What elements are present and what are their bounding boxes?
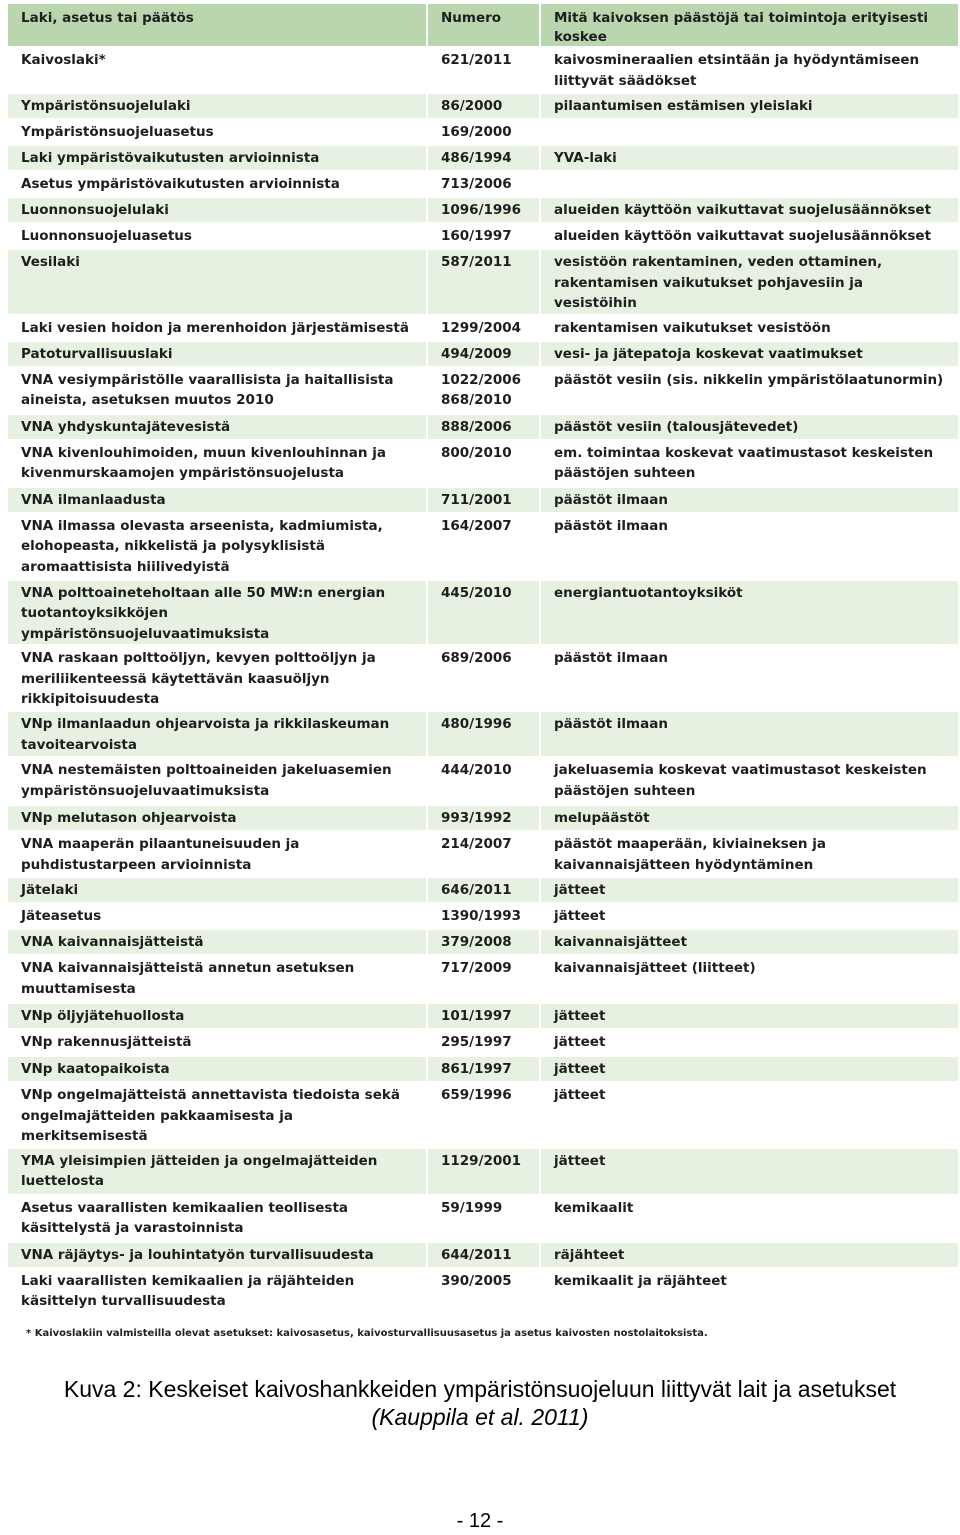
table-row (8, 1269, 958, 1316)
cell-concerns: jätteet (541, 1057, 958, 1083)
laws-table (8, 4, 958, 1316)
table-row (8, 878, 958, 904)
table-row (8, 120, 958, 146)
cell-concerns: em. toimintaa koskevat vaatimustasot keskeisten päästöjen suhteen (541, 441, 958, 488)
cell-concerns: kemikaalit (541, 1196, 958, 1243)
cell-concerns: päästöt vesiin (talousjätevedet) (541, 415, 958, 441)
cell-number: 480/1996 (428, 712, 541, 758)
table-row (8, 1030, 958, 1057)
cell-law: VNA maaperän pilaantuneisuuden ja puhdistustarpeen arvioinnista (8, 832, 428, 878)
table-row (8, 415, 958, 441)
table-row (8, 198, 958, 224)
cell-number: 646/2011 (428, 878, 541, 904)
cell-law: VNA räjäytys- ja louhintatyön turvallisuudesta (8, 1243, 428, 1269)
page-number: - 12 - (456, 1510, 504, 1532)
cell-law: Asetus ympäristövaikutusten arvioinnista (8, 172, 428, 198)
table-row (8, 1083, 958, 1149)
law-table-figure (8, 4, 958, 1340)
cell-number: 689/2006 (428, 646, 541, 712)
cell-law: Luonnonsuojelulaki (8, 198, 428, 224)
table-footnote: * Kaivoslakiin valmisteilla olevat asetukset: kaivosasetus, kaivosturvallisuusasetus ja asetus kaivosten nostolaitoksista. (26, 1327, 708, 1339)
cell-number: 295/1997 (428, 1030, 541, 1057)
cell-number: 711/2001 (428, 488, 541, 514)
cell-number: 800/2010 (428, 441, 541, 488)
cell-concerns: jätteet (541, 1004, 958, 1030)
table-row (8, 224, 958, 250)
cell-concerns: jätteet (541, 1030, 958, 1057)
table-row (8, 250, 958, 316)
cell-law: VNA vesiympäristölle vaarallisista ja haitallisista aineista, asetuksen muutos 2010 (8, 368, 428, 415)
cell-law: Laki ympäristövaikutusten arvioinnista (8, 146, 428, 172)
header-number: Numero (428, 4, 541, 48)
cell-concerns: päästöt maaperään, kiviaineksen ja kaivannaisjätteen hyödyntäminen (541, 832, 958, 878)
cell-concerns: jätteet (541, 1149, 958, 1196)
cell-law: Luonnonsuojeluasetus (8, 224, 428, 250)
cell-number: 169/2000 (428, 120, 541, 146)
header-concerns: Mitä kaivoksen päästöjä tai toimintoja erityisesti koskee (541, 4, 958, 48)
table-row (8, 146, 958, 172)
cell-number: 445/2010 (428, 581, 541, 647)
cell-concerns: jätteet (541, 904, 958, 930)
cell-number: 486/1994 (428, 146, 541, 172)
cell-law: VNA polttoaineteholtaan alle 50 MW:n energian tuotantoyksikköjen ympäristönsuojeluvaatimuksista (8, 581, 428, 647)
cell-law: VNp melutason ohjearvoista (8, 806, 428, 832)
cell-number: 379/2008 (428, 930, 541, 956)
cell-concerns: räjähteet (541, 1243, 958, 1269)
cell-law: Laki vesien hoidon ja merenhoidon järjestämisestä (8, 316, 428, 342)
cell-concerns: vesistöön rakentaminen, veden ottaminen, rakentamisen vaikutukset pohjavesiin ja vesistöihin (541, 250, 958, 316)
cell-concerns: päästöt ilmaan (541, 488, 958, 514)
figure-caption (0, 1375, 960, 1431)
cell-number: 390/2005 (428, 1269, 541, 1316)
cell-concerns: rakentamisen vaikutukset vesistöön (541, 316, 958, 342)
cell-concerns: kemikaalit ja räjähteet (541, 1269, 958, 1316)
cell-law: VNA kaivannaisjätteistä (8, 930, 428, 956)
cell-concerns: alueiden käyttöön vaikuttavat suojelusäännökset (541, 198, 958, 224)
cell-concerns: kaivannaisjätteet (liitteet) (541, 956, 958, 1004)
cell-law: Patoturvallisuuslaki (8, 342, 428, 368)
cell-number: 86/2000 (428, 94, 541, 120)
cell-number: 164/2007 (428, 514, 541, 581)
table-row (8, 488, 958, 514)
cell-law: Asetus vaarallisten kemikaalien teollisesta käsittelystä ja varastoinnista (8, 1196, 428, 1243)
cell-concerns: päästöt ilmaan (541, 514, 958, 581)
cell-law: Ympäristönsuojeluasetus (8, 120, 428, 146)
cell-concerns: jätteet (541, 878, 958, 904)
cell-law: YMA yleisimpien jätteiden ja ongelmajätteiden luettelosta (8, 1149, 428, 1196)
cell-concerns: päästöt vesiin (sis. nikkelin ympäristölaatunormin) (541, 368, 958, 415)
cell-number: 888/2006 (428, 415, 541, 441)
cell-number: 1022/2006 868/2010 (428, 368, 541, 415)
cell-law: VNp rakennusjätteistä (8, 1030, 428, 1057)
cell-number: 993/1992 (428, 806, 541, 832)
cell-concerns (541, 172, 958, 198)
table-row (8, 172, 958, 198)
cell-number: 717/2009 (428, 956, 541, 1004)
table-row (8, 368, 958, 415)
table-row (8, 316, 958, 342)
cell-law: VNA ilmassa olevasta arseenista, kadmiumista, elohopeasta, nikkelistä ja polysyklisistä aromaattisista hiilivedyistä (8, 514, 428, 581)
cell-number: 1129/2001 (428, 1149, 541, 1196)
cell-concerns: päästöt ilmaan (541, 646, 958, 712)
cell-law: VNA kivenlouhimoiden, muun kivenlouhinnan ja kivenmurskaamojen ympäristönsuojelusta (8, 441, 428, 488)
cell-concerns: vesi- ja jätepatoja koskevat vaatimukset (541, 342, 958, 368)
cell-law: VNp ilmanlaadun ohjearvoista ja rikkilaskeuman tavoitearvoista (8, 712, 428, 758)
cell-number: 1299/2004 (428, 316, 541, 342)
cell-law: VNA kaivannaisjätteistä annetun asetuksen muuttamisesta (8, 956, 428, 1004)
cell-concerns: energiantuotantoyksiköt (541, 581, 958, 647)
cell-concerns: melupäästöt (541, 806, 958, 832)
cell-number: 621/2011 (428, 48, 541, 94)
cell-number: 101/1997 (428, 1004, 541, 1030)
table-row (8, 930, 958, 956)
table-row (8, 48, 958, 94)
cell-number: 444/2010 (428, 758, 541, 806)
cell-number: 587/2011 (428, 250, 541, 316)
cell-law: VNA yhdyskuntajätevesistä (8, 415, 428, 441)
cell-concerns: kaivannaisjätteet (541, 930, 958, 956)
header-law: Laki, asetus tai päätös (8, 4, 428, 48)
cell-law: Vesilaki (8, 250, 428, 316)
cell-number: 1096/1996 (428, 198, 541, 224)
cell-number: 1390/1993 (428, 904, 541, 930)
caption-text: Kuva 2: Keskeiset kaivoshankkeiden ympäristönsuojeluun liittyvät lait ja asetukset (63, 1376, 897, 1402)
cell-concerns: jakeluasemia koskevat vaatimustasot keskeisten päästöjen suhteen (541, 758, 958, 806)
cell-law: Kaivoslaki* (8, 48, 428, 94)
cell-number: 659/1996 (428, 1083, 541, 1149)
table-body (8, 48, 958, 1316)
cell-concerns: YVA-laki (541, 146, 958, 172)
table-row (8, 441, 958, 488)
cell-law: VNA raskaan polttoöljyn, kevyen polttoöljyn ja meriliikenteessä käytettävän kaasuöljyn rikkipitoisuudesta (8, 646, 428, 712)
table-row (8, 94, 958, 120)
table-header-row (8, 4, 958, 48)
table-row (8, 581, 958, 647)
caption-source: (Kauppila et al. 2011) (371, 1404, 589, 1430)
cell-law: Jätelaki (8, 878, 428, 904)
cell-law: Ympäristönsuojelulaki (8, 94, 428, 120)
cell-law: VNA ilmanlaadusta (8, 488, 428, 514)
table-row (8, 758, 958, 806)
table-row (8, 1243, 958, 1269)
cell-concerns (541, 120, 958, 146)
cell-number: 494/2009 (428, 342, 541, 368)
table-row (8, 514, 958, 581)
cell-law: Laki vaarallisten kemikaalien ja räjähteiden käsittelyn turvallisuudesta (8, 1269, 428, 1316)
table-row (8, 646, 958, 712)
table-row (8, 712, 958, 758)
table-row (8, 342, 958, 368)
table-row (8, 832, 958, 878)
cell-concerns: kaivosmineraalien etsintään ja hyödyntämiseen liittyvät säädökset (541, 48, 958, 94)
cell-concerns: jätteet (541, 1083, 958, 1149)
cell-law: Jäteasetus (8, 904, 428, 930)
cell-law: VNp öljyjätehuollosta (8, 1004, 428, 1030)
cell-concerns: päästöt ilmaan (541, 712, 958, 758)
table-row (8, 904, 958, 930)
table-row (8, 1196, 958, 1243)
cell-number: 214/2007 (428, 832, 541, 878)
table-row (8, 806, 958, 832)
table-row (8, 956, 958, 1004)
cell-concerns: alueiden käyttöön vaikuttavat suojelusäännökset (541, 224, 958, 250)
table-row (8, 1004, 958, 1030)
table-row (8, 1057, 958, 1083)
cell-law: VNp ongelmajätteistä annettavista tiedoista sekä ongelmajätteiden pakkaamisesta ja merkitsemisestä (8, 1083, 428, 1149)
cell-number: 644/2011 (428, 1243, 541, 1269)
cell-law: VNp kaatopaikoista (8, 1057, 428, 1083)
cell-number: 160/1997 (428, 224, 541, 250)
cell-concerns: pilaantumisen estämisen yleislaki (541, 94, 958, 120)
cell-law: VNA nestemäisten polttoaineiden jakeluasemien ympäristönsuojeluvaatimuksista (8, 758, 428, 806)
cell-number: 59/1999 (428, 1196, 541, 1243)
cell-number: 861/1997 (428, 1057, 541, 1083)
cell-number: 713/2006 (428, 172, 541, 198)
table-row (8, 1149, 958, 1196)
